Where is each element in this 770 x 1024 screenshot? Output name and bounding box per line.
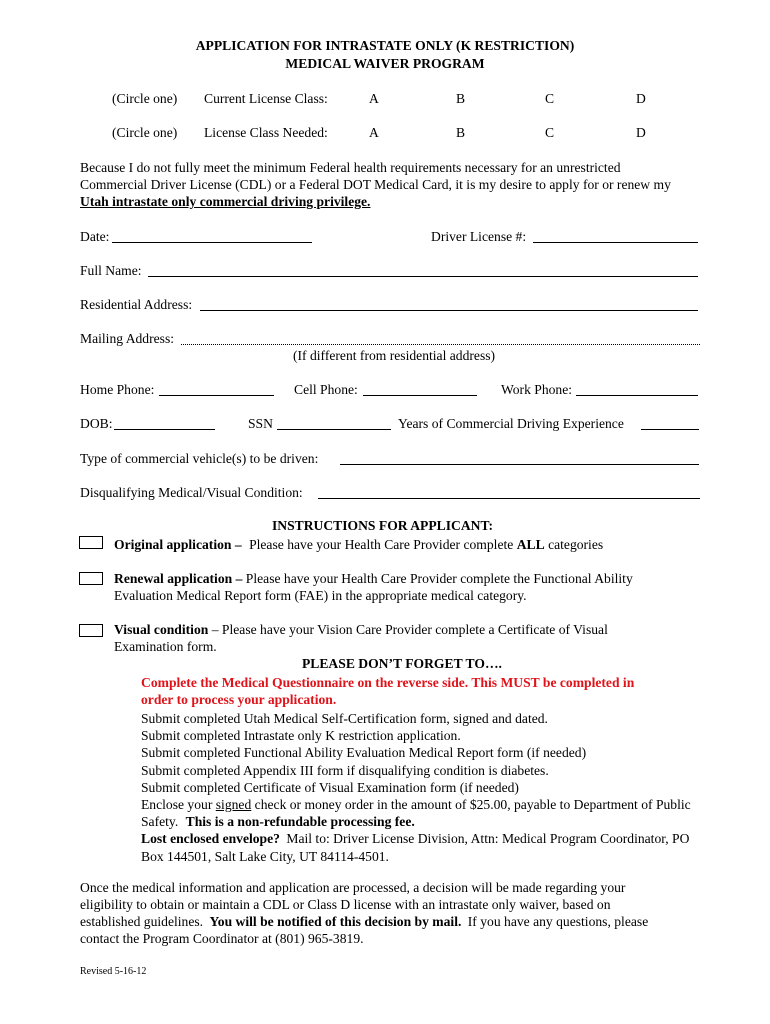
visual-condition-label: Visual condition xyxy=(114,622,209,637)
lost-envelope-label: Lost enclosed envelope? xyxy=(141,831,280,847)
work-phone-field[interactable] xyxy=(576,383,698,396)
mailing-address-note: (If different from residential address) xyxy=(293,348,496,363)
lost-envelope-text: Mail to: Driver License Division, Attn: Medical Program Coordinator, PO xyxy=(286,831,690,847)
lost-envelope-line-1 xyxy=(141,830,691,847)
list-item: Submit completed Intrastate only K restriction application. xyxy=(141,728,461,744)
dob-field[interactable] xyxy=(114,417,215,430)
circle-one-label: (Circle one) xyxy=(112,125,178,140)
residential-address-label: Residential Address: xyxy=(80,297,193,312)
renewal-application-label: Renewal application – xyxy=(114,571,243,586)
driver-license-field[interactable] xyxy=(533,230,698,243)
ssn-label: SSN xyxy=(248,416,273,431)
list-item: Submit completed Appendix III form if disqualifying condition is diabetes. xyxy=(141,762,549,778)
closing-guidelines: established guidelines. xyxy=(80,914,204,929)
class-option-a[interactable]: A xyxy=(369,125,379,140)
closing-line-1: Once the medical information and application are processed, a decision will be made regarding your xyxy=(80,880,626,895)
mailing-address-field[interactable] xyxy=(181,332,700,345)
enclose-text-b: check or money order in the amount of $25.00, payable to Department of Public xyxy=(254,797,691,813)
class-option-b[interactable]: B xyxy=(456,91,466,106)
driver-license-label: Driver License #: xyxy=(431,229,527,244)
renewal-application-checkbox[interactable] xyxy=(79,572,103,585)
reminder-red-line-1: Complete the Medical Questionnaire on the reverse side. This MUST be completed in xyxy=(141,675,635,690)
class-option-d[interactable]: D xyxy=(636,91,646,106)
vehicle-type-label: Type of commercial vehicle(s) to be driven: xyxy=(80,451,319,466)
class-option-d[interactable]: D xyxy=(636,125,646,140)
reminder-red-line-2: order to process your application. xyxy=(141,692,337,707)
revised-date: Revised 5-16-12 xyxy=(80,966,147,977)
original-application-checkbox[interactable] xyxy=(79,536,103,549)
circle-one-label: (Circle one) xyxy=(112,91,178,106)
enclose-line-2 xyxy=(141,813,691,830)
full-name-field[interactable] xyxy=(148,264,698,277)
class-option-c[interactable]: C xyxy=(545,91,555,106)
form-title-line2: MEDICAL WAIVER PROGRAM xyxy=(285,56,485,71)
class-option-c[interactable]: C xyxy=(545,125,555,140)
vehicle-type-field[interactable] xyxy=(340,452,699,465)
list-item: Submit completed Certificate of Visual Examination form (if needed) xyxy=(141,779,519,795)
enclose-fee-note: This is a non-refundable processing fee. xyxy=(185,814,415,830)
original-application-categories: categories xyxy=(548,537,604,552)
full-name-label: Full Name: xyxy=(80,263,142,278)
residential-address-field[interactable] xyxy=(200,298,698,311)
closing-line-2: eligibility to obtain or maintain a CDL or Class D license with an intrastate only waiver, based on xyxy=(80,897,611,912)
closing-questions: If you have any questions, please xyxy=(467,914,649,929)
home-phone-label: Home Phone: xyxy=(80,382,155,397)
closing-notified: You will be notified of this decision by mail. xyxy=(209,914,462,929)
cell-phone-label: Cell Phone: xyxy=(294,382,358,397)
visual-condition-line-2: Examination form. xyxy=(114,639,217,654)
current-license-class-label: Current License Class: xyxy=(204,91,328,106)
list-item: Submit completed Functional Ability Evaluation Medical Report form (if needed) xyxy=(141,745,587,761)
list-item: Submit completed Utah Medical Self-Certification form, signed and dated. xyxy=(141,711,548,726)
enclose-safety: Safety. xyxy=(141,814,179,830)
license-class-needed-label: License Class Needed: xyxy=(204,125,328,140)
class-option-b[interactable]: B xyxy=(456,125,466,140)
work-phone-label: Work Phone: xyxy=(501,382,573,397)
home-phone-field[interactable] xyxy=(159,383,274,396)
renewal-application-line-1 xyxy=(114,571,633,587)
ssn-field[interactable] xyxy=(277,417,391,430)
original-application-line xyxy=(114,537,603,553)
enclose-line-1 xyxy=(141,796,691,813)
years-experience-label: Years of Commercial Driving Experience xyxy=(398,416,624,431)
renewal-application-text: Please have your Health Care Provider complete the Functional Ability xyxy=(245,571,633,586)
disqualifying-condition-field[interactable] xyxy=(318,486,700,499)
lost-envelope-line-2: Box 144501, Salt Lake City, UT 84114-4501. xyxy=(141,848,389,864)
original-application-label: Original application – xyxy=(114,537,242,552)
date-label: Date: xyxy=(80,229,110,244)
intro-line-2: Commercial Driver License (CDL) or a Federal DOT Medical Card, it is my desire to apply for or renew my xyxy=(80,177,671,192)
dob-label: DOB: xyxy=(80,416,113,431)
intro-line-1: Because I do not fully meet the minimum Federal health requirements necessary for an unrestricted xyxy=(80,160,621,175)
mailing-address-label: Mailing Address: xyxy=(80,331,175,346)
reminder-list xyxy=(141,710,691,865)
renewal-application-line-2: Evaluation Medical Report form (FAE) in the appropriate medical category. xyxy=(114,588,527,603)
closing-line-3 xyxy=(80,914,648,930)
original-application-text: Please have your Health Care Provider complete xyxy=(249,537,514,552)
visual-condition-text: – Please have your Vision Care Provider complete a Certificate of Visual xyxy=(211,622,608,637)
years-experience-field[interactable] xyxy=(641,417,699,430)
date-field[interactable] xyxy=(112,230,312,243)
original-application-all: ALL xyxy=(516,537,545,552)
cell-phone-field[interactable] xyxy=(363,383,477,396)
instructions-heading: INSTRUCTIONS FOR APPLICANT: xyxy=(272,518,494,533)
disqualifying-condition-label: Disqualifying Medical/Visual Condition: xyxy=(80,485,303,500)
enclose-text-a: Enclose your xyxy=(141,797,213,813)
form-title-line1: APPLICATION FOR INTRASTATE ONLY (K RESTRICTION) xyxy=(195,38,575,53)
intro-line-3: Utah intrastate only commercial driving privilege. xyxy=(80,194,371,209)
visual-condition-checkbox[interactable] xyxy=(79,624,103,637)
visual-condition-line-1 xyxy=(114,622,608,638)
reminder-heading: PLEASE DON’T FORGET TO…. xyxy=(302,656,502,671)
closing-line-4: contact the Program Coordinator at (801) 965-3819. xyxy=(80,931,364,946)
class-option-a[interactable]: A xyxy=(369,91,379,106)
enclose-signed: signed xyxy=(215,797,252,813)
